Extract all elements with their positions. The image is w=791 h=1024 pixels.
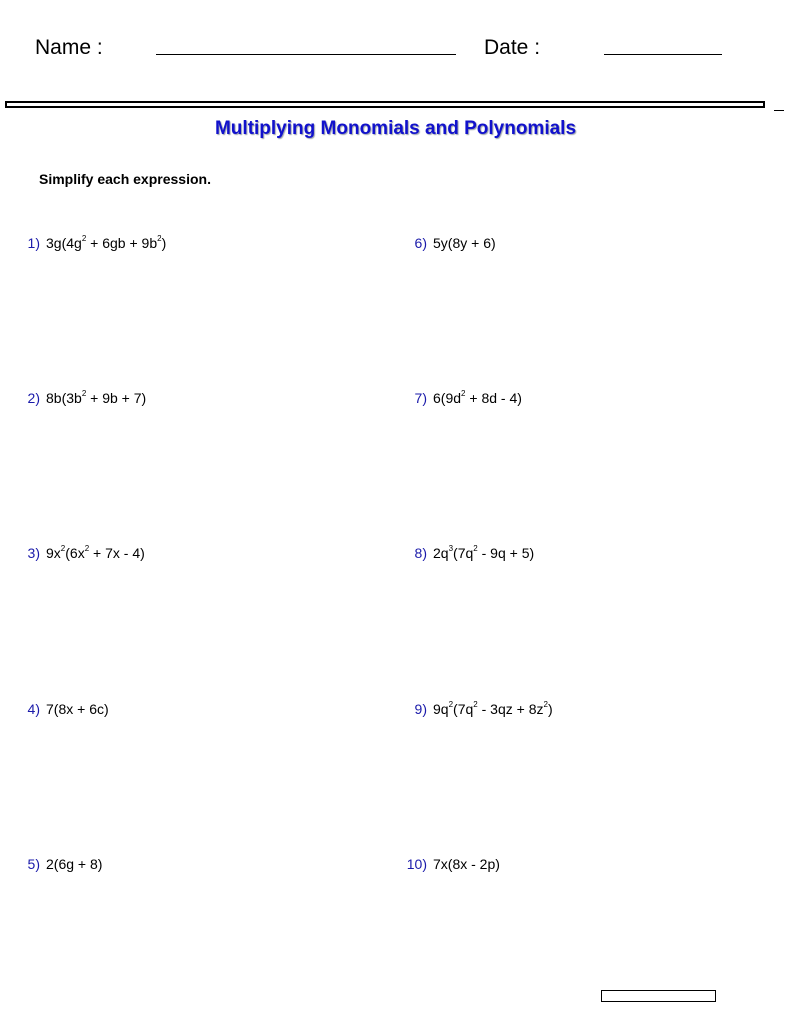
problem-3: 3) $9x^2(6x^2 + 7x - 4)$ xyxy=(18,545,145,561)
problem-number: 2) xyxy=(27,390,40,406)
divider-tick xyxy=(774,110,784,111)
worksheet-title: Multiplying Monomials and Polynomials xyxy=(214,118,577,139)
name-line[interactable] xyxy=(156,54,456,55)
date-line[interactable] xyxy=(604,54,722,55)
problem-7: 7) $6(9d^2 + 8d - 4)$ xyxy=(405,390,522,406)
date-label: Date : xyxy=(484,36,541,59)
header-divider xyxy=(5,101,765,108)
problem-number: 4) xyxy=(27,701,40,717)
problem-8: 8) $2q^3(7q^2 - 9q + 5)$ xyxy=(405,545,534,561)
problem-10: 10) 7x(8x - 2p) xyxy=(406,856,500,872)
problem-4: 4) 7(8x + 6c) xyxy=(18,701,109,717)
problem-1: 1) $3g(4g^2 + 6gb + 9b^2)$ xyxy=(18,235,166,251)
problem-2: 2) $8b(3b^2 + 9b + 7)$ xyxy=(18,390,146,406)
problem-number: 3) xyxy=(27,545,40,561)
problem-number: 7) xyxy=(414,390,427,406)
problem-number: 8) xyxy=(414,545,427,561)
problem-number: 1) xyxy=(27,235,40,251)
instructions: Simplify each expression. xyxy=(39,171,211,187)
score-box[interactable] xyxy=(601,990,716,1002)
problem-6: 6) 5y(8y + 6) xyxy=(405,235,496,251)
name-label: Name : xyxy=(35,36,103,59)
problem-number: 9) xyxy=(414,701,427,717)
problem-number: 6) xyxy=(414,235,427,251)
problem-5: 5) 2(6g + 8) xyxy=(18,856,102,872)
problem-9: 9) $9q^2(7q^2 - 3qz + 8z^2)$ xyxy=(405,701,553,717)
problem-number: 5) xyxy=(27,856,40,872)
problem-number: 10) xyxy=(406,856,427,872)
